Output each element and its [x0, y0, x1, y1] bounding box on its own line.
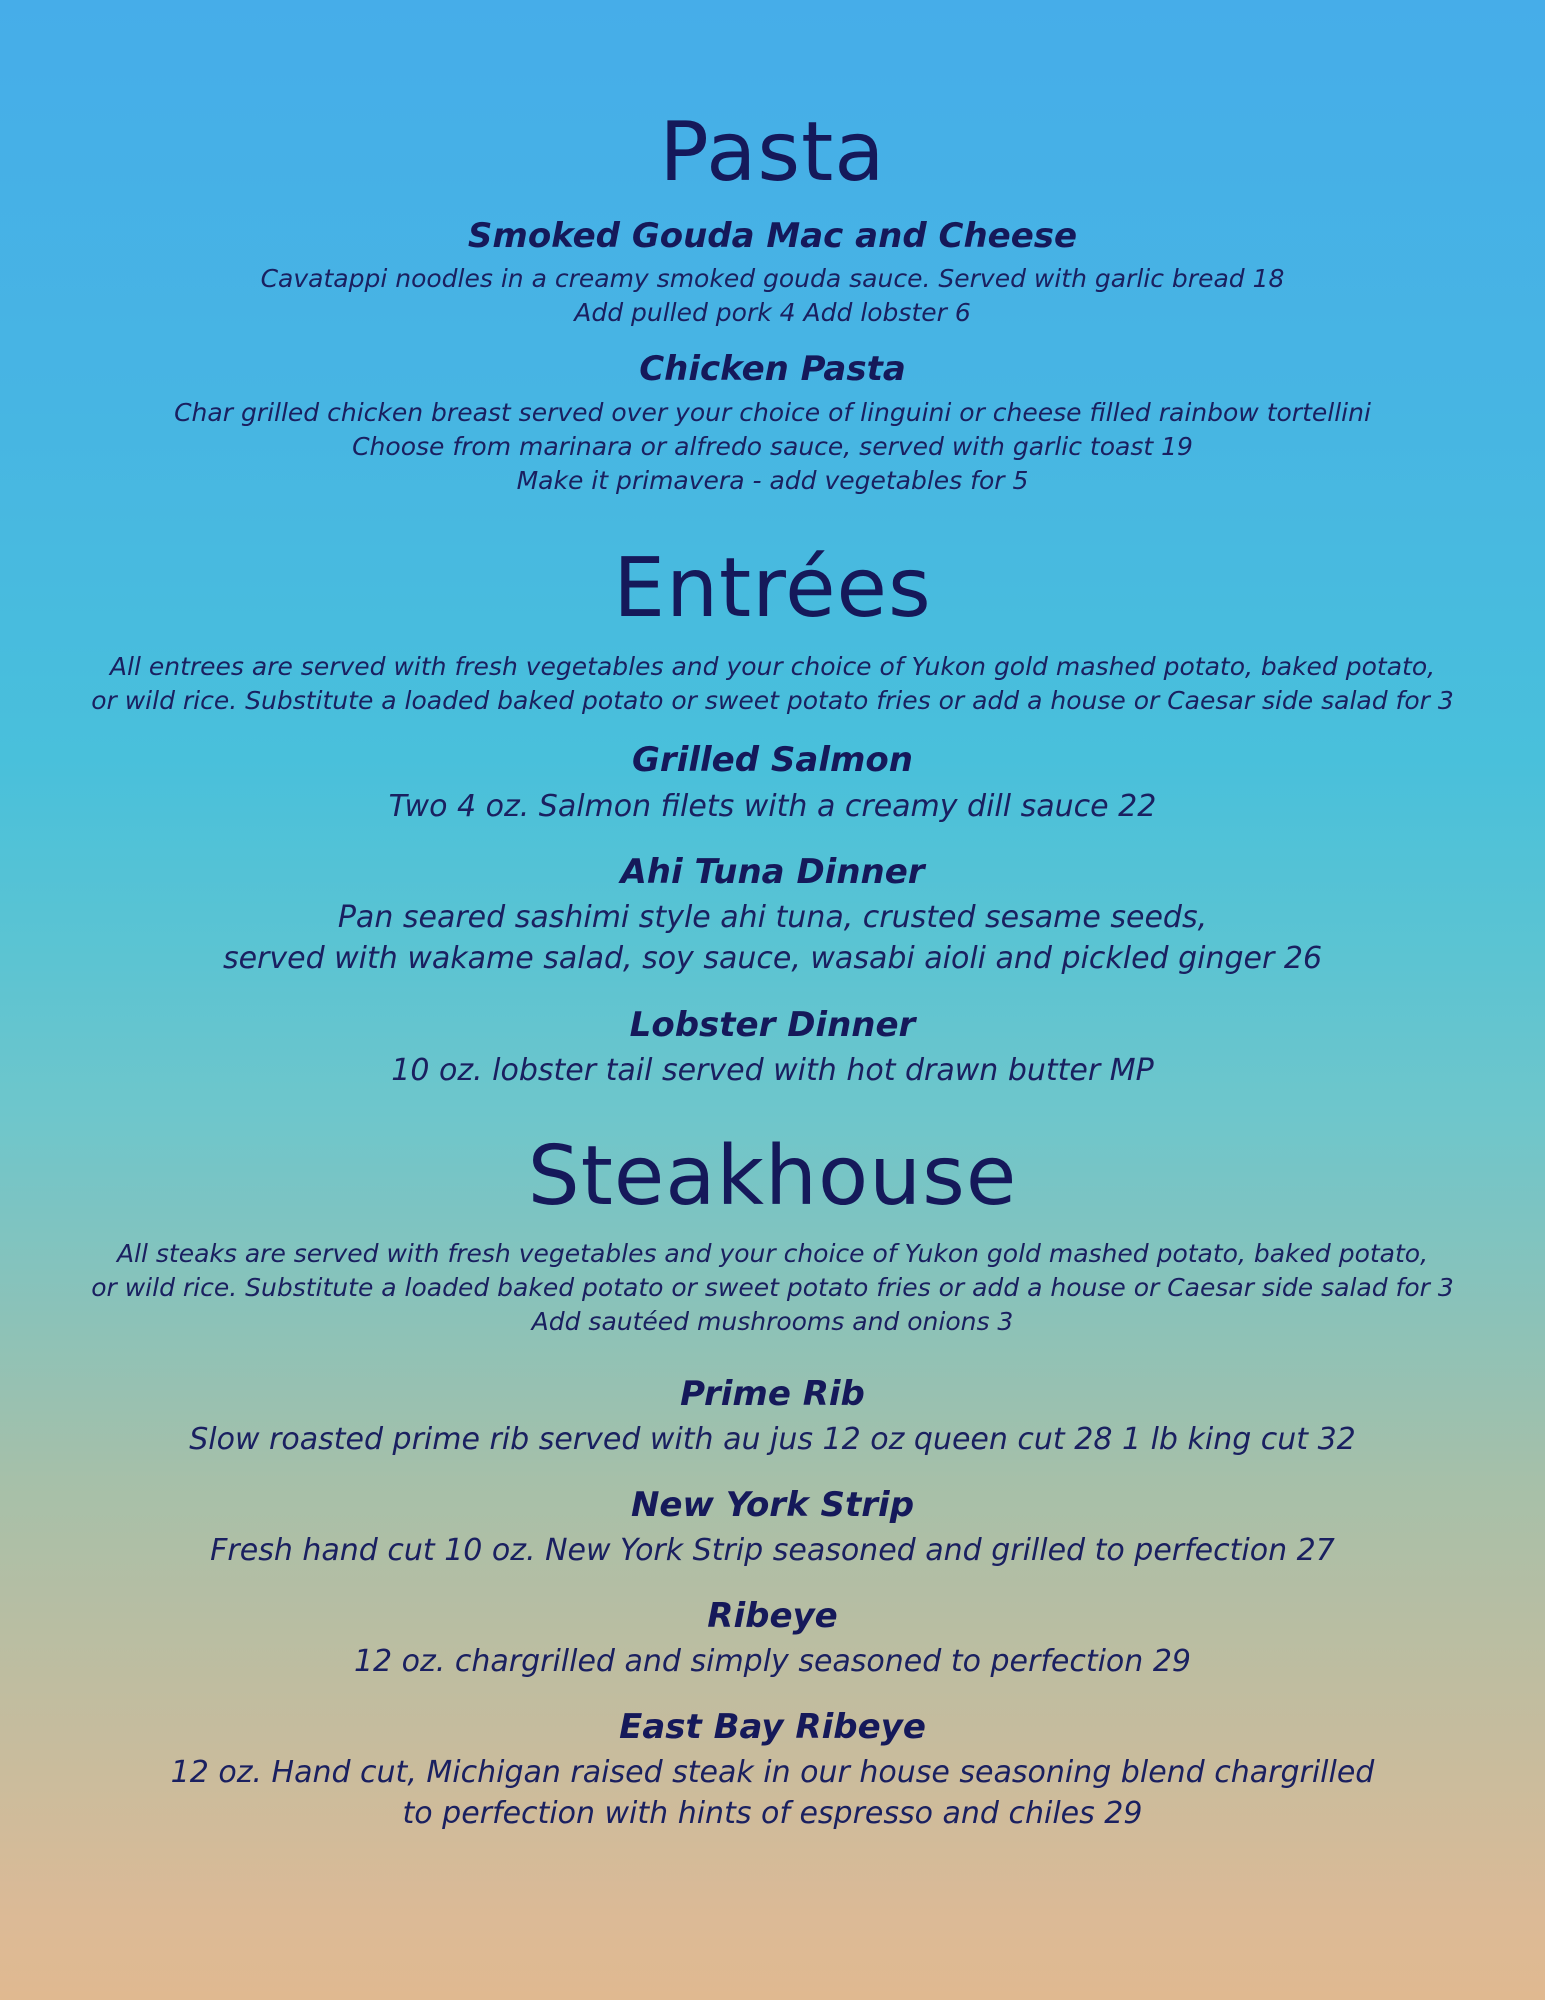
item-name-lobster-dinner: Lobster Dinner	[629, 1005, 916, 1045]
entrees-note-2: or wild rice. Substitute a loaded baked potato or sweet potato fries or add a house or Caesar side salad for 3	[91, 686, 1454, 715]
item-desc-grilled-salmon: Two 4 oz. Salmon filets with a creamy dill sauce 22	[388, 789, 1157, 824]
item-desc-ahi-tuna-1: Pan seared sashimi style ahi tuna, crusted sesame seeds,	[337, 900, 1208, 935]
steakhouse-note-3: Add sautéed mushrooms and onions 3	[531, 1307, 1014, 1336]
entrees-note-1: All entrees are served with fresh vegetables and your choice of Yukon gold mashed potato, baked potato,	[109, 652, 1436, 681]
steakhouse-note-1: All steaks are served with fresh vegetables and your choice of Yukon gold mashed potato, baked potato,	[116, 1239, 1429, 1268]
item-desc-east-bay-ribeye-2: to perfection with hints of espresso and chiles 29	[402, 1796, 1143, 1831]
steakhouse-note-2: or wild rice. Substitute a loaded baked potato or sweet potato fries or add a house or Caesar side salad for 3	[91, 1273, 1454, 1302]
item-name-ribeye: Ribeye	[707, 1596, 838, 1636]
item-desc-chicken-pasta-3: Make it primavera - add vegetables for 5	[516, 466, 1029, 495]
item-name-new-york-strip: New York Strip	[630, 1485, 915, 1525]
item-desc-lobster-dinner: 10 oz. lobster tail served with hot drawn butter MP	[391, 1053, 1154, 1088]
section-title-pasta: Pasta	[659, 105, 886, 200]
item-name-east-bay-ribeye: East Bay Ribeye	[619, 1707, 926, 1747]
item-name-mac-and-cheese: Smoked Gouda Mac and Cheese	[467, 216, 1078, 256]
item-desc-chicken-pasta-1: Char grilled chicken breast served over your choice of linguini or cheese filled rainbow tortellini	[174, 398, 1371, 427]
item-desc-mac-and-cheese-2: Add pulled pork 4 Add lobster 6	[574, 298, 971, 327]
section-title-entrees: Entrées	[613, 541, 932, 636]
item-desc-prime-rib: Slow roasted prime rib served with au jus 12 oz queen cut 28 1 lb king cut 32	[189, 1422, 1356, 1457]
item-desc-ahi-tuna-2: served with wakame salad, soy sauce, wasabi aioli and pickled ginger 26	[222, 941, 1323, 976]
item-desc-ribeye: 12 oz. chargrilled and simply seasoned to perfection 29	[353, 1644, 1192, 1679]
item-name-grilled-salmon: Grilled Salmon	[632, 740, 913, 780]
item-desc-east-bay-ribeye-1: 12 oz. Hand cut, Michigan raised steak in our house seasoning blend chargrilled	[170, 1755, 1375, 1790]
item-desc-chicken-pasta-2: Choose from marinara or alfredo sauce, served with garlic toast 19	[352, 432, 1193, 461]
item-desc-new-york-strip: Fresh hand cut 10 oz. New York Strip seasoned and grilled to perfection 27	[210, 1533, 1335, 1568]
item-name-chicken-pasta: Chicken Pasta	[639, 349, 906, 389]
item-name-ahi-tuna: Ahi Tuna Dinner	[620, 852, 925, 892]
item-desc-mac-and-cheese-1: Cavatappi noodles in a creamy smoked gouda sauce. Served with garlic bread 18	[260, 264, 1285, 293]
section-title-steakhouse: Steakhouse	[527, 1129, 1018, 1224]
item-name-prime-rib: Prime Rib	[680, 1374, 865, 1414]
